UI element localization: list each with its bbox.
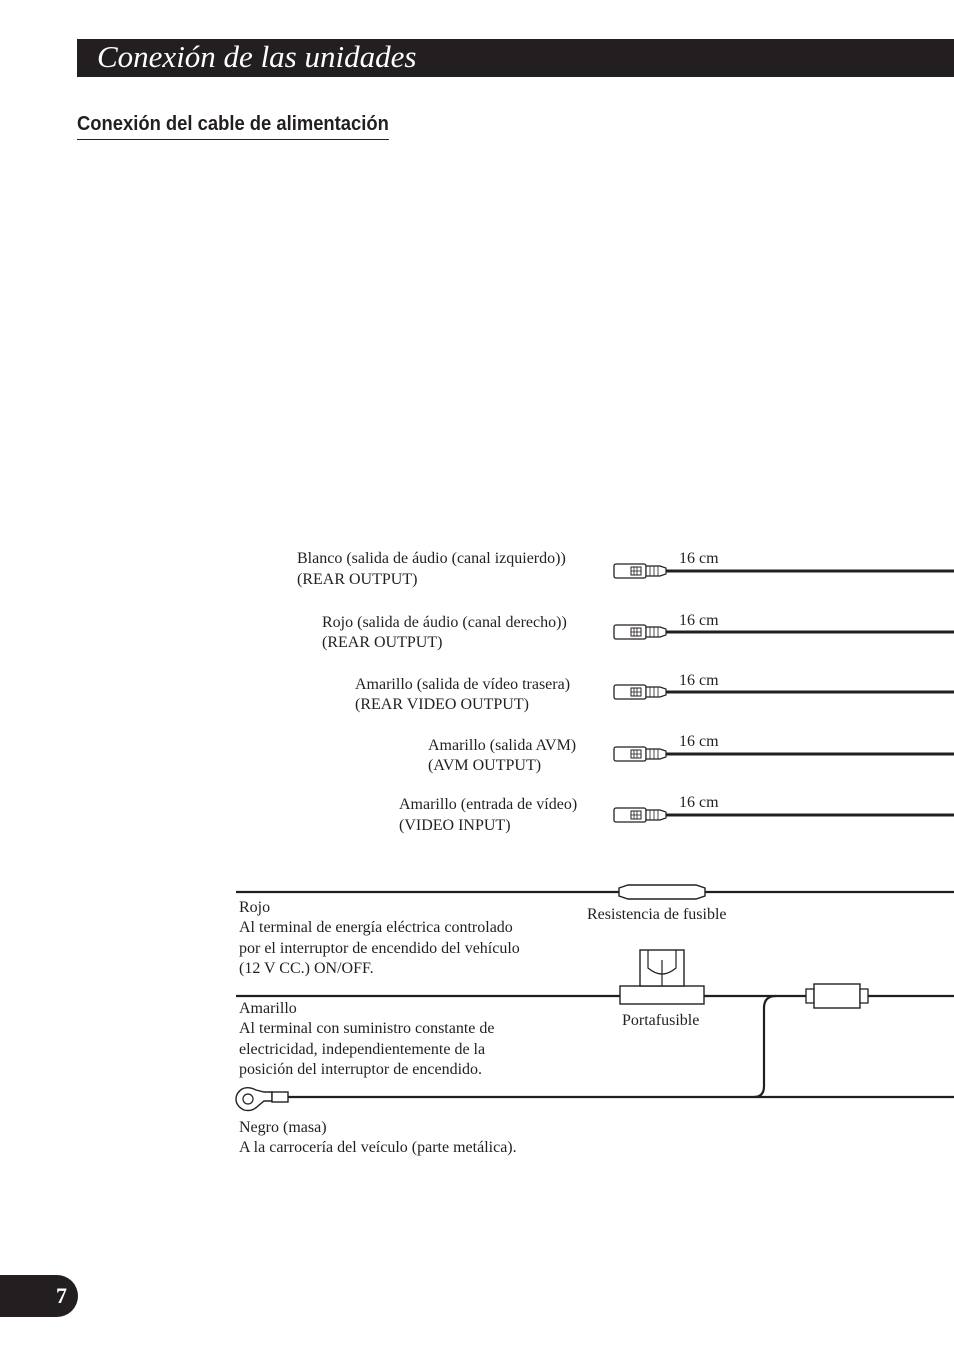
- yellow-wire-title: Amarillo: [239, 1000, 297, 1017]
- rca-plug-3: [614, 685, 954, 699]
- red-wire-desc-3: (12 V CC.) ON/OFF.: [239, 960, 374, 977]
- red-wire: [236, 885, 954, 899]
- red-wire-desc-1: Al terminal de energía eléctrica controlado: [239, 919, 513, 936]
- rca-label-1-line2: (REAR OUTPUT): [297, 571, 418, 588]
- rca-label-3-line2: (REAR VIDEO OUTPUT): [355, 696, 529, 713]
- fuse-holder-icon: [620, 950, 704, 1004]
- black-wire-desc: A la carrocería del veículo (parte metálica).: [239, 1139, 517, 1156]
- rca-label-5-line1: Amarillo (entrada de vídeo): [399, 796, 578, 813]
- red-wire-title: Rojo: [239, 899, 271, 916]
- rca-plug-2: [614, 625, 954, 639]
- inline-fuse-icon: [806, 984, 868, 1008]
- rca-length-3: 16 cm: [679, 672, 719, 689]
- page-number-badge: [0, 1275, 78, 1317]
- ground-ring-terminal-icon: [236, 1088, 288, 1111]
- rca-length-2: 16 cm: [679, 612, 719, 629]
- section-title: Conexión del cable de alimentación: [77, 110, 389, 140]
- rca-label-2-line1: Rojo (salida de áudio (canal derecho)): [322, 614, 567, 631]
- rca-plug-5: [614, 808, 954, 822]
- rca-label-1-line1: Blanco (salida de áudio (canal izquierdo)): [297, 550, 566, 567]
- chapter-title: Conexión de las unidades: [97, 39, 417, 74]
- yellow-wire-desc-3: posición del interruptor de encendido.: [239, 1061, 483, 1078]
- yellow-wire-desc-1: Al terminal con suministro constante de: [239, 1020, 495, 1037]
- black-ground-wire: [236, 1088, 954, 1111]
- rca-length-5: 16 cm: [679, 794, 719, 811]
- fuse-resistor-label: Resistencia de fusible: [587, 906, 727, 923]
- rca-label-2-line2: (REAR OUTPUT): [322, 634, 443, 651]
- fuse-holder-label: Portafusible: [622, 1012, 700, 1029]
- page-number: 7: [56, 1283, 67, 1308]
- rca-length-1: 16 cm: [679, 550, 719, 567]
- rca-label-5-line2: (VIDEO INPUT): [399, 817, 511, 834]
- yellow-wire-desc-2: electricidad, independientemente de la: [239, 1041, 486, 1058]
- rca-plug-1: [614, 564, 954, 578]
- rca-label-3-line1: Amarillo (salida de vídeo trasera): [355, 676, 571, 693]
- rca-length-4: 16 cm: [679, 733, 719, 750]
- rca-label-4-line1: Amarillo (salida AVM): [428, 737, 577, 754]
- red-wire-desc-2: por el interruptor de encendido del vehículo: [239, 940, 520, 957]
- black-wire-title: Negro (masa): [239, 1119, 327, 1136]
- rca-label-4-line2: (AVM OUTPUT): [428, 757, 542, 774]
- rca-plug-4: [614, 747, 954, 761]
- fuse-resistor-icon: [619, 885, 705, 899]
